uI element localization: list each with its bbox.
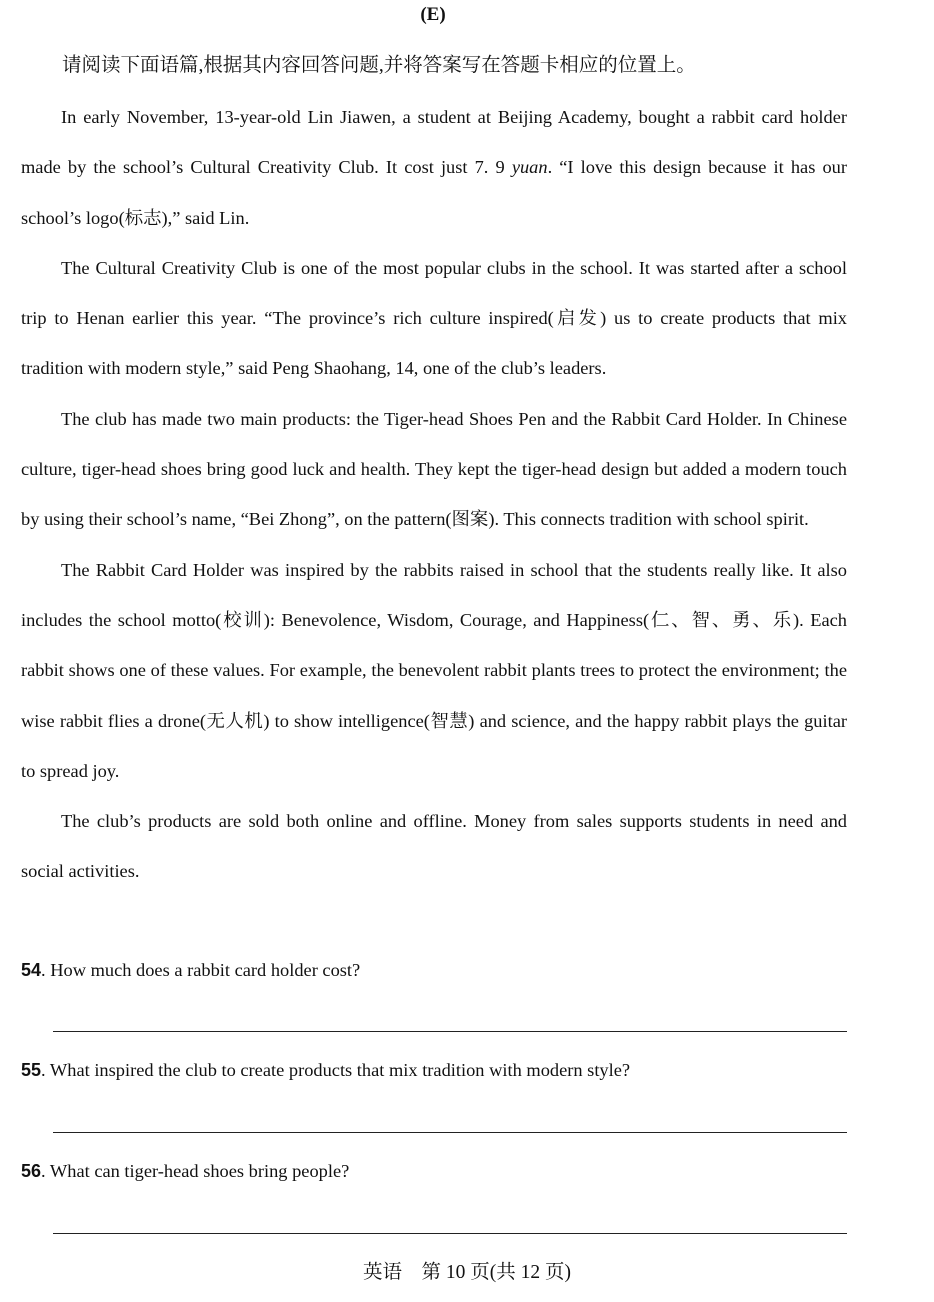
passage-paragraph-5: The club’s products are sold both online and offline. Money from sales supports students in need and social activities. xyxy=(21,811,847,882)
question-number: 56 xyxy=(21,1161,42,1181)
passage-paragraph-4: The Rabbit Card Holder was inspired by the rabbits raised in school that the students really like. It also includes the school motto(校训): Benevolence, Wisdom, Courage, and Happiness(仁、智、勇、乐). Each rabbit shows one of these values. For example, the benevolent rabbit plants trees to protect the environment; the wise rabbit flies a drone(无人机) to show intelligence(智慧) and science, and the happy rabbit plays the guitar to spread joy. xyxy=(21,559,847,781)
answer-line-54[interactable] xyxy=(53,1031,847,1032)
currency-word-yuan: yuan xyxy=(511,157,548,178)
passage-paragraph-1 xyxy=(21,92,847,243)
page-footer: 英语 第 10 页(共 12 页) xyxy=(363,1262,571,1283)
answer-line-55[interactable] xyxy=(53,1132,847,1133)
question-number: 55 xyxy=(21,1060,42,1080)
reading-instruction: 请阅读下面语篇,根据其内容回答问题,并将答案写在答题卡相应的位置上。 xyxy=(62,55,696,76)
question-text: . How much does a rabbit card holder cost? xyxy=(41,960,361,980)
reading-passage xyxy=(21,92,847,897)
question-number: 54 xyxy=(21,960,42,980)
question-55 xyxy=(21,1058,851,1082)
answer-line-56[interactable] xyxy=(53,1233,847,1234)
question-text: . What inspired the club to create products that mix tradition with modern style? xyxy=(41,1060,631,1080)
passage-paragraph-2: The Cultural Creativity Club is one of the most popular clubs in the school. It was started after a school trip to Henan earlier this year. “The province’s rich culture inspired(启发) us to create products that mix tradition with modern style,” said Peng Shaohang, 14, one of the club’s leaders. xyxy=(21,257,847,379)
question-54 xyxy=(21,958,851,982)
question-56 xyxy=(21,1159,851,1183)
passage-paragraph-1-text-a: In early November, 13-year-old Lin Jiawen, a student at Beijing Academy, bought a rabbit card holder made by the school’s Cultural Creativity Club. It cost just 7. 9 xyxy=(21,107,847,178)
passage-paragraph-1-text-b: . “I love this design because it has our school’s logo(标志),” said Lin. xyxy=(21,157,847,228)
question-text: . What can tiger-head shoes bring people? xyxy=(41,1161,350,1181)
passage-paragraph-3: The club has made two main products: the Tiger-head Shoes Pen and the Rabbit Card Holder. In Chinese culture, tiger-head shoes bring good luck and health. They kept the tiger-head design but added a modern touch by using their school’s name, “Bei Zhong”, on the pattern(图案). This connects tradition with school spirit. xyxy=(21,408,847,530)
section-label: (E) xyxy=(420,4,446,25)
